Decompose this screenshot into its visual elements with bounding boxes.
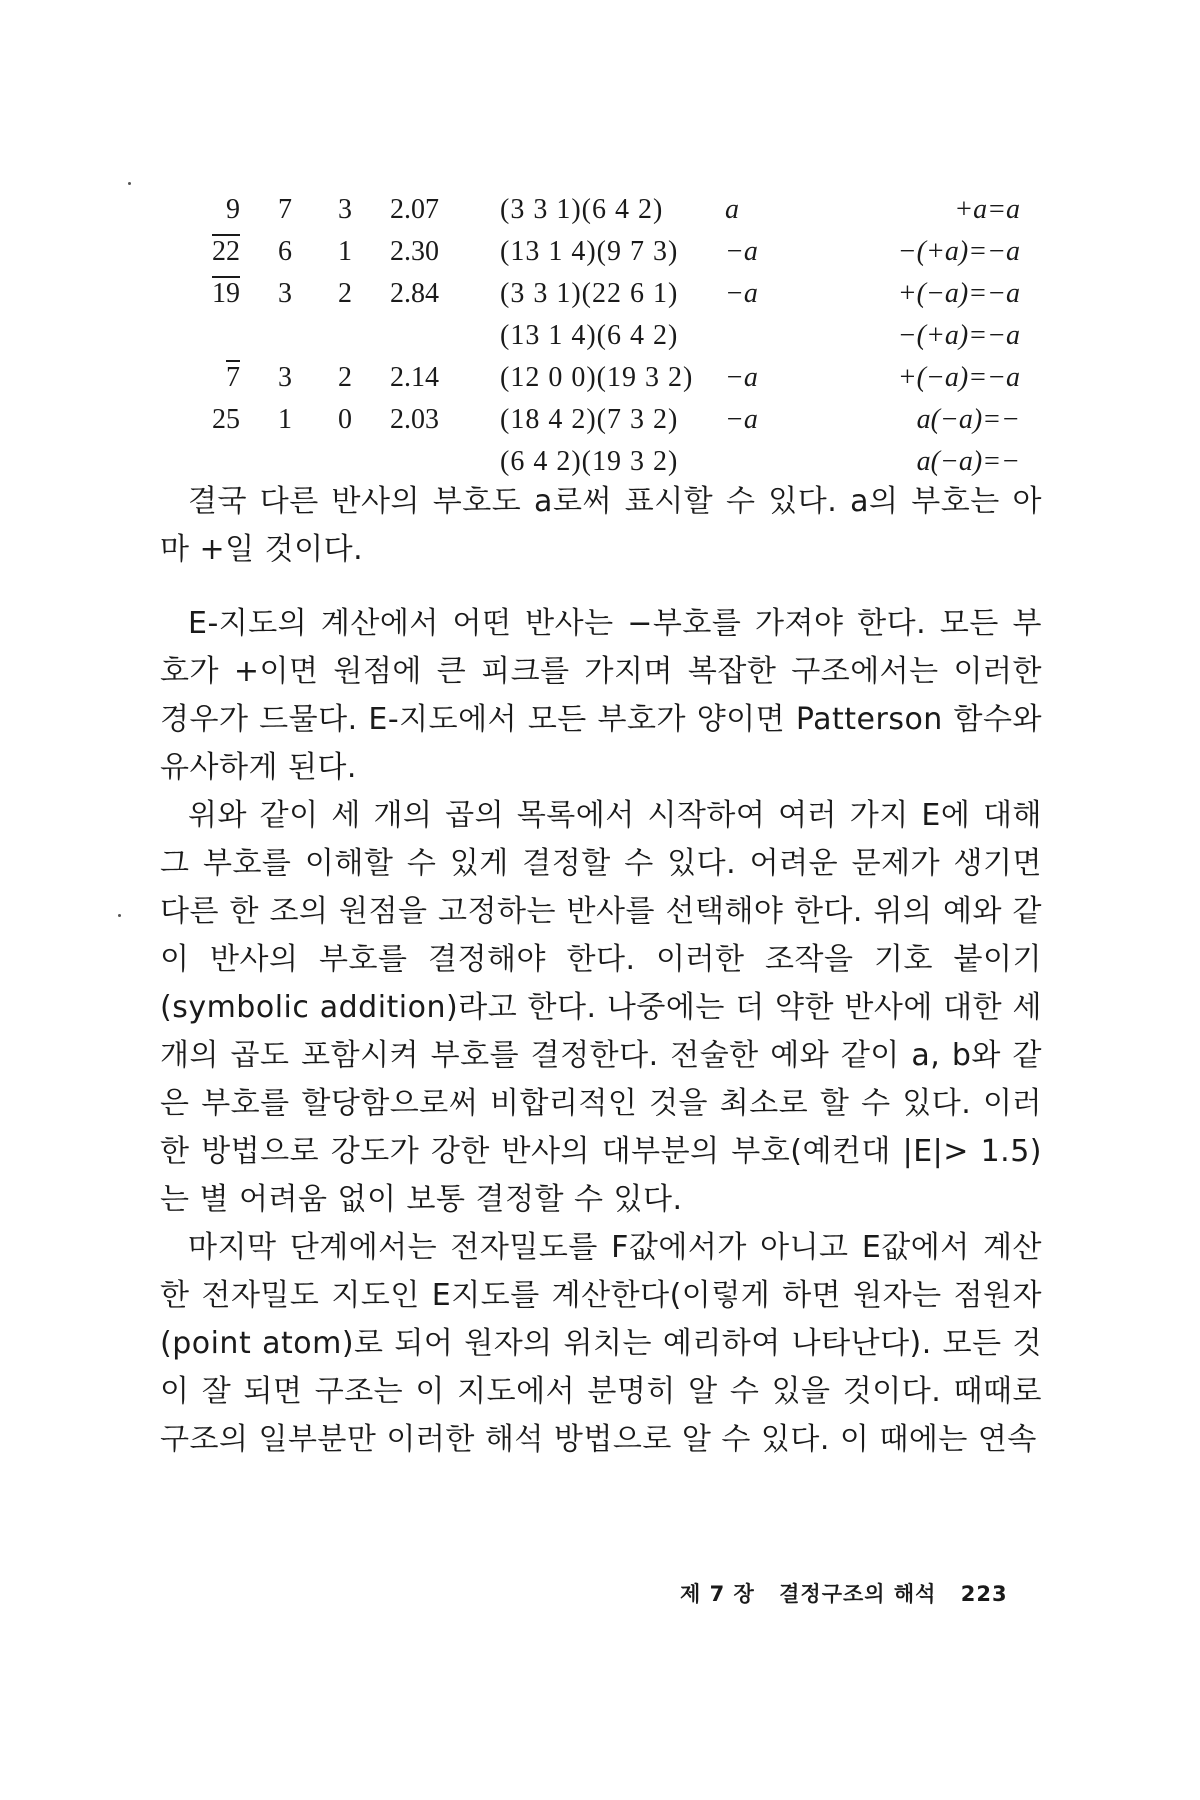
paragraph: 위와 같이 세 개의 곱의 목록에서 시작하여 여러 가지 E에 대해 그 부호를 이해할 수 있게 결정할 수 있다. 어려운 문제가 생기면 다른 한 조의 원점을 고정하는 반사를 선택해야 한다. 위의 예와 같이 반사의 부호를 결정해야 한다. 이러한 조작을 기호 붙이기(symbolic addition)라고 한다. 나중에는 더 약한 반사에 대한 세 개의 곱도 포함시켜 부호를 결정한다. 전술한 예와 같이 a, b와 같은 부호를 할당함으로써 비합리적인 것을 최소로 할 수 있다. 이러한 방법으로 강도가 강한 반사의 대부분의 부호(예컨대 |E|> 1.5)는 별 어려움 없이 보통 결정할 수 있다. (160, 798, 1042, 1217)
scan-speck (128, 182, 131, 185)
scan-speck (118, 914, 121, 917)
sign-result: −(+a)=−a (897, 236, 1020, 267)
e-value: 2.03 (390, 404, 439, 435)
index-k: 1 (278, 404, 292, 435)
sign-result: −(+a)=−a (897, 320, 1020, 351)
page-number: 223 (960, 1582, 1008, 1606)
pair-first: (13 1 4) (500, 320, 597, 351)
index-h: 9 (226, 194, 240, 225)
index-l: 0 (338, 404, 352, 435)
pair-second: (7 3 2) (596, 404, 679, 435)
pair-first: (3 3 1) (500, 194, 582, 225)
table-row (180, 442, 1020, 482)
sign-result: +(−a)=−a (897, 278, 1020, 309)
index-h: 7 (226, 362, 240, 393)
index-l: 3 (338, 194, 352, 225)
paragraph: 결국 다른 반사의 부호도 a로써 표시할 수 있다. a의 부호는 아마 +일 것이다. (160, 484, 1042, 567)
pair-second: (19 3 2) (596, 362, 694, 393)
e-value: 2.07 (390, 194, 439, 225)
index-l: 1 (338, 236, 352, 267)
table-row (180, 316, 1020, 356)
index-h: 22 (212, 236, 240, 267)
sign-symbol: −a (725, 362, 758, 393)
pair-second: (19 3 2) (581, 446, 679, 477)
sign-result: a(−a)=− (916, 446, 1020, 477)
sign-result: +(−a)=−a (897, 362, 1020, 393)
index-k: 3 (278, 362, 292, 393)
pair-second: (22 6 1) (581, 278, 679, 309)
index-h: 19 (212, 278, 240, 309)
index-k: 3 (278, 278, 292, 309)
table-row (180, 190, 1020, 230)
sign-result: +a=a (954, 194, 1020, 225)
index-k: 7 (278, 194, 292, 225)
index-h: 25 (212, 404, 240, 435)
sign-symbol: a (725, 194, 739, 225)
reflection-pair (500, 274, 750, 314)
paragraph: E-지도의 계산에서 어떤 반사는 −부호를 가져야 한다. 모든 부호가 +이면 원점에 큰 피크를 가지며 복잡한 구조에서는 이러한 경우가 드물다. E-지도에서 모든 부호가 양이면 Patterson 함수와 유사하게 된다. (160, 606, 1042, 785)
e-value: 2.14 (390, 362, 439, 393)
table-row (180, 274, 1020, 314)
reflection-pair (500, 190, 750, 230)
pair-first: (12 0 0) (500, 362, 597, 393)
index-l: 2 (338, 362, 352, 393)
reflection-pair (500, 400, 750, 440)
reflection-pair (500, 316, 750, 356)
running-footer (680, 1578, 1024, 1608)
sign-result: a(−a)=− (916, 404, 1020, 435)
sign-symbol: −a (725, 404, 758, 435)
chapter-number: 제 7 장 (680, 1582, 755, 1606)
paragraph: 마지막 단계에서는 전자밀도를 F값에서가 아니고 E값에서 계산한 전자밀도 지도인 E지도를 계산한다(이렇게 하면 원자는 점원자(point atom)로 되어 원자의 위치는 예리하여 나타난다). 모든 것이 잘 되면 구조는 이 지도에서 분명히 알 수 있을 것이다. 때때로 구조의 일부분만 이러한 해석 방법으로 알 수 있다. 이 때에는 연속 (160, 1230, 1042, 1457)
pair-second: (6 4 2) (581, 194, 664, 225)
pair-first: (6 4 2) (500, 446, 582, 477)
sign-symbol: −a (725, 278, 758, 309)
index-k: 6 (278, 236, 292, 267)
table-row (180, 232, 1020, 272)
pair-second: (6 4 2) (596, 320, 679, 351)
index-l: 2 (338, 278, 352, 309)
reflection-pair (500, 442, 750, 482)
e-value: 2.84 (390, 278, 439, 309)
chapter-title: 결정구조의 해석 (779, 1582, 937, 1606)
pair-first: (13 1 4) (500, 236, 597, 267)
sign-symbol: −a (725, 236, 758, 267)
e-value: 2.30 (390, 236, 439, 267)
pair-second: (9 7 3) (596, 236, 679, 267)
body-text (160, 478, 1042, 1464)
pair-first: (18 4 2) (500, 404, 597, 435)
reflection-pair (500, 232, 750, 272)
table-row (180, 400, 1020, 440)
pair-first: (3 3 1) (500, 278, 582, 309)
table-row (180, 358, 1020, 398)
paragraph-gap (160, 574, 1042, 600)
reflection-pair (500, 358, 750, 398)
